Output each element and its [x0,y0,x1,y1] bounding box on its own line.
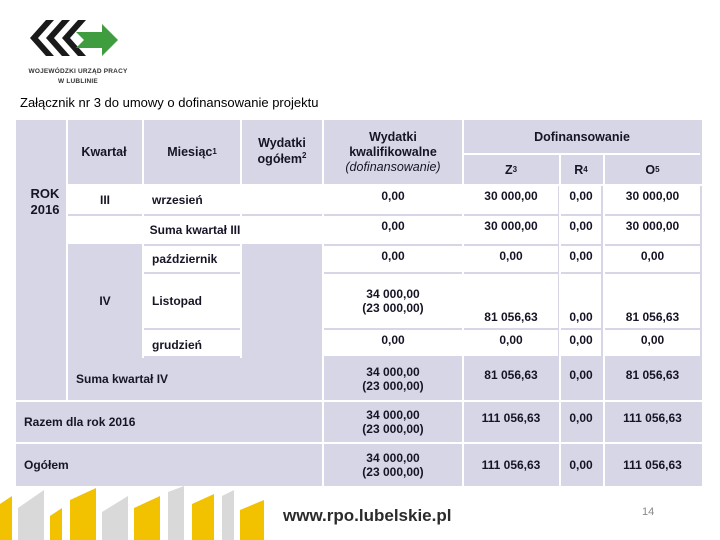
row-suma-iv-wydatki-line1: 34 000,00 [366,364,420,379]
row-iii-miesiac: wrzesień [144,186,240,214]
row-suma-iv-r: 0,00 [569,368,593,382]
row-razem-r: 0,00 [569,411,593,425]
header-r-sup: 4 [583,165,588,175]
row-pazdziernik-miesiac: październik [144,246,240,272]
header-wydatki-kwal-line2: kwalifikowalne [349,144,437,159]
row-pazdziernik-wydatki: 0,00 [324,246,462,272]
row-razem-o: 111 056,63 [623,411,682,425]
header-r [561,156,601,184]
logo-line1: WOJEWÓDZKI URZĄD PRACY [28,68,128,75]
row-listopad-wydatki-line2: (23 000,00) [362,301,424,315]
row-grudzien-z: 0,00 [464,330,558,356]
row-razem-wydatki-line1: 34 000,00 [366,407,420,422]
row-grudzien-r: 0,00 [561,330,601,356]
row-listopad-o: 81 056,63 [605,274,700,328]
wup-logo [18,12,138,90]
row-grudzien-o: 0,00 [605,330,700,356]
header-o [605,156,700,184]
row-ogolem-wydatki [324,444,462,486]
row-suma-iii-label: Suma kwartał III [68,216,322,244]
grid-line [322,120,324,486]
row-iii-r: 0,00 [561,186,601,214]
grid-line [66,120,68,402]
row-razem-z: 111 056,63 [481,411,541,425]
header-wydatki-ogolem-line2: ogółem [257,152,302,167]
document-caption: Załącznik nr 3 do umowy o dofinansowanie projektu [20,95,319,110]
header-z [464,156,558,184]
grid-line [16,400,702,402]
rok-line1: ROK [30,186,60,201]
header-wydatki-ogolem [242,122,322,182]
header-wydatki-kwal-line3: (dofinansowanie) [345,159,441,174]
header-r-text: R [574,162,584,177]
rok-line2: 2016 [30,201,60,217]
grid-line [16,442,702,444]
row-grudzien-wydatki: 0,00 [324,330,462,356]
row-pazdziernik-r: 0,00 [561,246,601,272]
row-suma-iv-z: 81 056,63 [484,368,538,382]
header-o-text: O [645,162,656,177]
header-dofinansowanie: Dofinansowanie [534,129,630,144]
row-suma-iv-o: 81 056,63 [625,368,680,382]
row-suma-iv-wydatki-line2: (23 000,00) [362,379,424,393]
rok-label [16,186,66,400]
grid-line [462,120,464,486]
header-wydatki-ogolem-sup: 2 [302,151,307,161]
row-iii-o: 30 000,00 [605,186,700,214]
row-iii-wydatki-ogolem [242,186,322,214]
row-ogolem-r: 0,00 [569,457,593,472]
row-iii-wydatki: 0,00 [324,186,462,214]
grid-line [66,184,702,186]
header-z-text: Z [504,162,513,177]
row-pazdziernik-o: 0,00 [605,246,700,272]
row-suma-iv-wydatki [324,358,462,400]
header-z-sup: 3 [512,165,518,175]
wup-logo-mark [30,12,126,64]
grid-line [240,120,242,358]
row-suma-iv-label: Suma kwartał IV [76,371,169,386]
row-listopad-r: 0,00 [561,274,601,328]
row-listopad-wydatki [324,274,462,328]
row-listopad-wydatki-line1: 34 000,00 [366,286,420,301]
grid-line [142,120,144,358]
row-ogolem-wydatki-line1: 34 000,00 [366,450,420,465]
header-wydatki-ogolem-line1: Wydatki [258,136,306,151]
row-suma-iii-z: 30 000,00 [464,216,558,244]
grid-line [603,154,605,486]
row-iii-z: 30 000,00 [464,186,558,214]
row-ogolem-o: 111 056,63 [623,457,682,472]
header-miesiac-sup: 1 [212,147,217,157]
row-ogolem-z: 111 056,63 [481,457,541,472]
grid-line [559,154,561,486]
row-listopad-miesiac: Listopad [144,274,240,328]
row-razem-wydatki [324,402,462,442]
financing-table [16,120,702,486]
header-wydatki-kwal-line1: Wydatki [369,129,417,144]
row-suma-iii-r: 0,00 [561,216,601,244]
header-miesiac [144,122,240,182]
row-ogolem-label: Ogółem [24,457,69,472]
row-pazdziernik-z: 0,00 [464,246,558,272]
row-suma-iii-o: 30 000,00 [605,216,700,244]
footer-decoration [0,486,270,540]
header-miesiac-text: Miesiąc [167,144,213,159]
row-iv-kwartal: IV [99,293,111,308]
header-o-sup: 5 [655,165,660,175]
grid-line [464,153,700,155]
row-razem-label: Razem dla rok 2016 [24,414,136,429]
logo-line2: W LUBLINIE [58,78,98,85]
footer-url[interactable]: www.rpo.lubelskie.pl [283,506,452,525]
page-number: 14 [642,506,655,518]
row-listopad-z: 81 056,63 [464,274,558,328]
row-iii-kwartal: III [68,186,142,214]
row-razem-wydatki-line2: (23 000,00) [362,422,424,436]
header-kwartal: Kwartał [81,144,127,159]
row-suma-iii-wydatki: 0,00 [324,216,462,244]
row-ogolem-wydatki-line2: (23 000,00) [362,465,424,479]
row-grudzien-miesiac: grudzień [144,330,240,356]
header-wydatki-kwalifikowalne [324,122,462,182]
